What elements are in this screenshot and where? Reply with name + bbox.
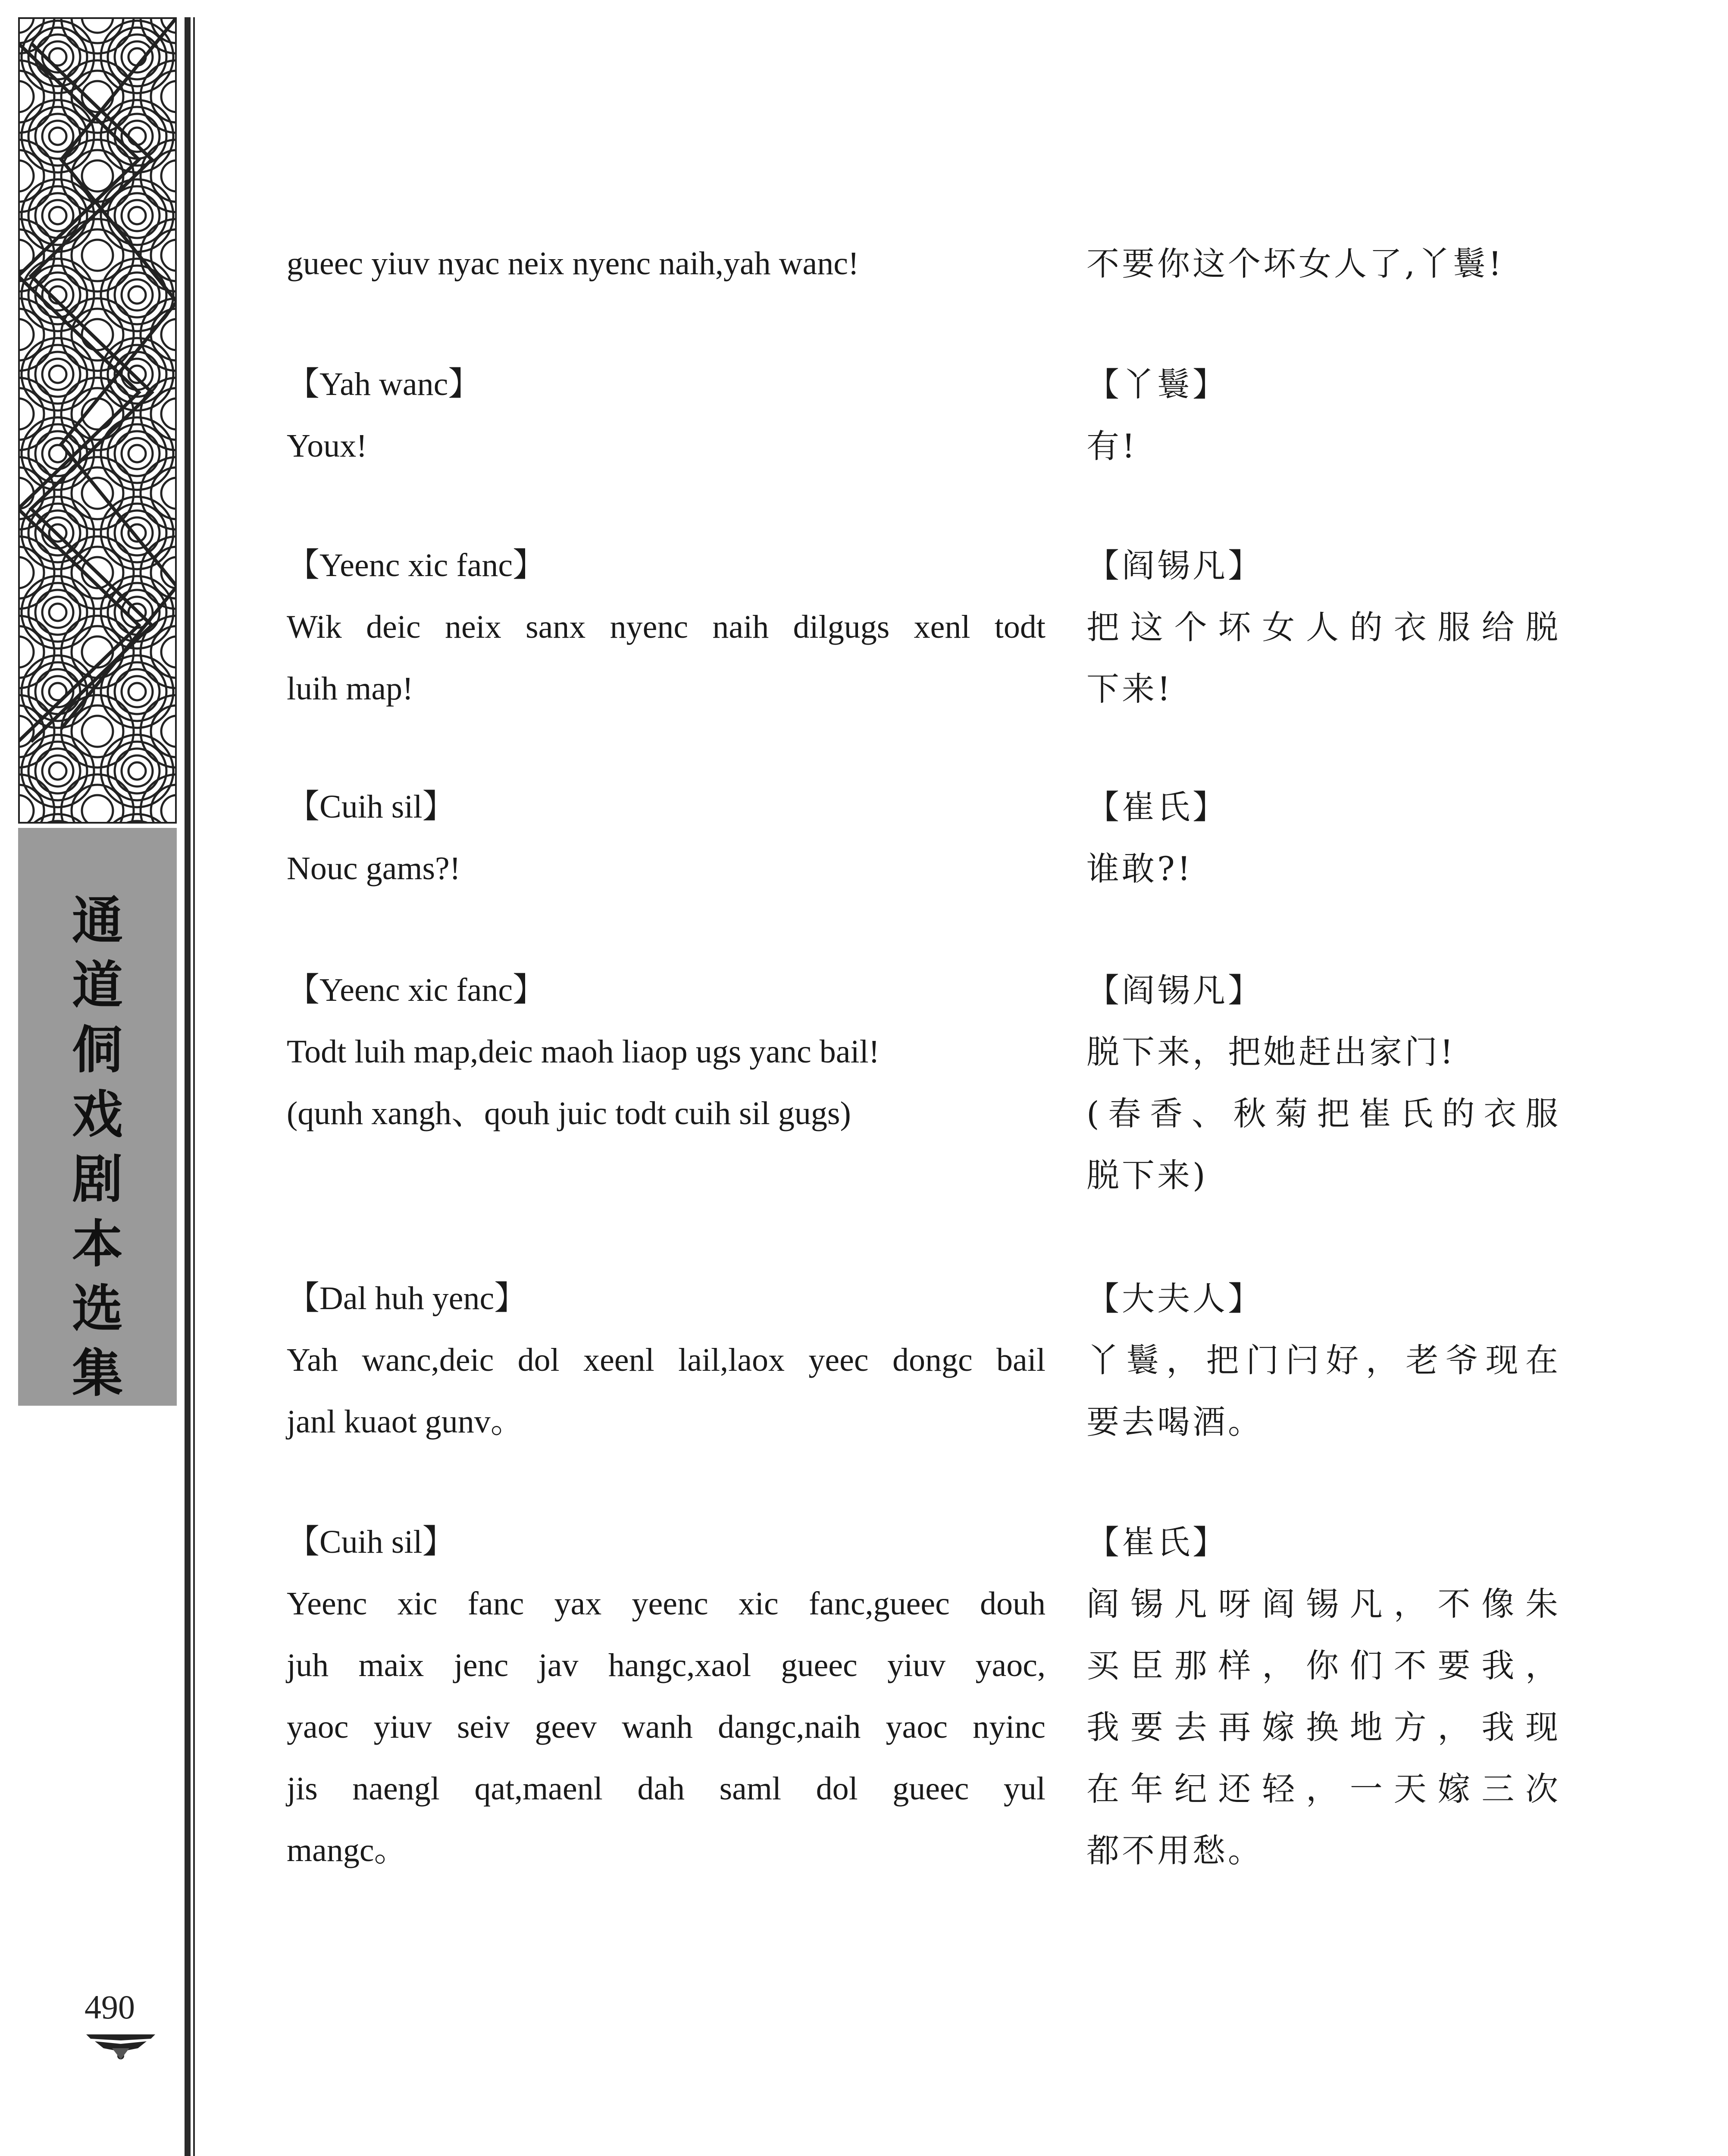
chinese-line: 下来! [1086,670,1173,708]
speaker-label: 【Cuih sil】 [287,789,455,825]
dong-line: Wik deic neix sanx nyenc naih dilgugs xenl todt [287,609,1046,645]
chinese-line: 在年纪还轻，一天嫁三次 [1086,1770,1561,1808]
stage-direction: 脱下来) [1086,1156,1208,1194]
chinese-text [1086,959,1561,1206]
chinese-line: 阎锡凡呀阎锡凡，不像朱 [1086,1585,1561,1623]
speaker-label: 【Yeenc xic fanc】 [287,547,546,583]
speaker-label: 【Yah wanc】 [287,366,481,402]
chinese-text [1086,1511,1561,1881]
chinese-line: 买臣那样，你们不要我， [1086,1646,1561,1685]
chinese-line: 我要去再嫁换地方，我现 [1086,1708,1561,1746]
title-char: 通 [72,891,123,950]
dong-text [287,354,1046,477]
chinese-text [1086,1268,1561,1453]
speaker-label: 【Cuih sil】 [287,1524,455,1560]
dong-line: Nouc gams?! [287,850,461,887]
book-title [18,888,177,1406]
speaker-label: 【Yeenc xic fanc】 [287,972,546,1008]
dong-line: janl kuaot gunv。 [287,1404,523,1440]
title-char: 本 [72,1214,123,1274]
margin-rule-thin [193,17,195,2156]
chinese-line: 要去喝酒。 [1086,1403,1263,1441]
title-char: 集 [72,1344,123,1403]
dong-line: Youx! [287,428,367,464]
chinese-text [1086,776,1561,899]
speaker-label: 【大夫人】 [1086,1279,1263,1318]
chinese-line: 谁敢?! [1086,849,1193,888]
chinese-line: 有! [1086,427,1138,465]
dong-line: Yah wanc,deic dol xeenl lail,laox yeec dongc bail [287,1342,1046,1378]
dong-text [287,535,1046,720]
dong-line: luih map! [287,671,413,707]
title-char: 剧 [72,1150,123,1209]
title-char: 戏 [72,1085,123,1144]
speaker-label: 【阎锡凡】 [1086,546,1263,585]
dong-line: Todt luih map,deic maoh liaop ugs yanc bail! [287,1034,880,1070]
chinese-line: 都不用愁。 [1086,1831,1263,1870]
speaker-label: 【Dal huh yenc】 [287,1280,527,1316]
dong-text [287,776,1046,899]
speaker-label: 【阎锡凡】 [1086,971,1263,1009]
chinese-text [1086,233,1561,295]
chinese-line: 把这个坏女人的衣服给脱 [1086,608,1561,646]
title-char: 侗 [72,1020,123,1080]
page-number: 490 [85,1988,135,2026]
stage-direction: (春香、秋菊把崔氏的衣服 [1086,1094,1561,1133]
title-char: 选 [72,1279,123,1338]
cloud-pattern-decoration [18,17,177,824]
dong-line: juh maix jenc jav hangc,xaol gueec yiuv yaoc, [287,1647,1046,1683]
chinese-line: 丫鬟，把门闩好，老爷现在 [1086,1341,1561,1379]
sidebar [0,0,198,2156]
book-title-block [18,828,177,1406]
chinese-line: 脱下来，把她赶出家门! [1086,1033,1456,1071]
margin-rule-thick [185,17,191,2156]
dong-line: gueec yiuv nyac neix nyenc naih,yah wanc! [287,245,859,282]
speaker-label: 【崔氏】 [1086,788,1228,826]
dong-text [287,959,1046,1144]
page-number-ornament-icon [86,2031,155,2061]
speaker-label: 【丫鬟】 [1086,365,1228,404]
speaker-label: 【崔氏】 [1086,1523,1228,1561]
dong-text [287,1511,1046,1881]
chinese-text [1086,354,1561,477]
dong-line: Yeenc xic fanc yax yeenc xic fanc,gueec douh [287,1586,1046,1622]
dong-line: mangc。 [287,1832,407,1868]
dong-text [287,1268,1046,1453]
dong-line: jis naengl qat,maenl dah saml dol gueec yul [287,1771,1046,1807]
title-char: 道 [72,956,123,1015]
chinese-line: 不要你这个坏女人了,丫鬟! [1086,244,1504,283]
dong-line: yaoc yiuv seiv geev wanh dangc,naih yaoc nyinc [287,1709,1046,1745]
stage-direction: (qunh xangh、qouh juic todt cuih sil gugs) [287,1095,851,1131]
chinese-text [1086,535,1561,720]
dong-text [287,233,1046,295]
